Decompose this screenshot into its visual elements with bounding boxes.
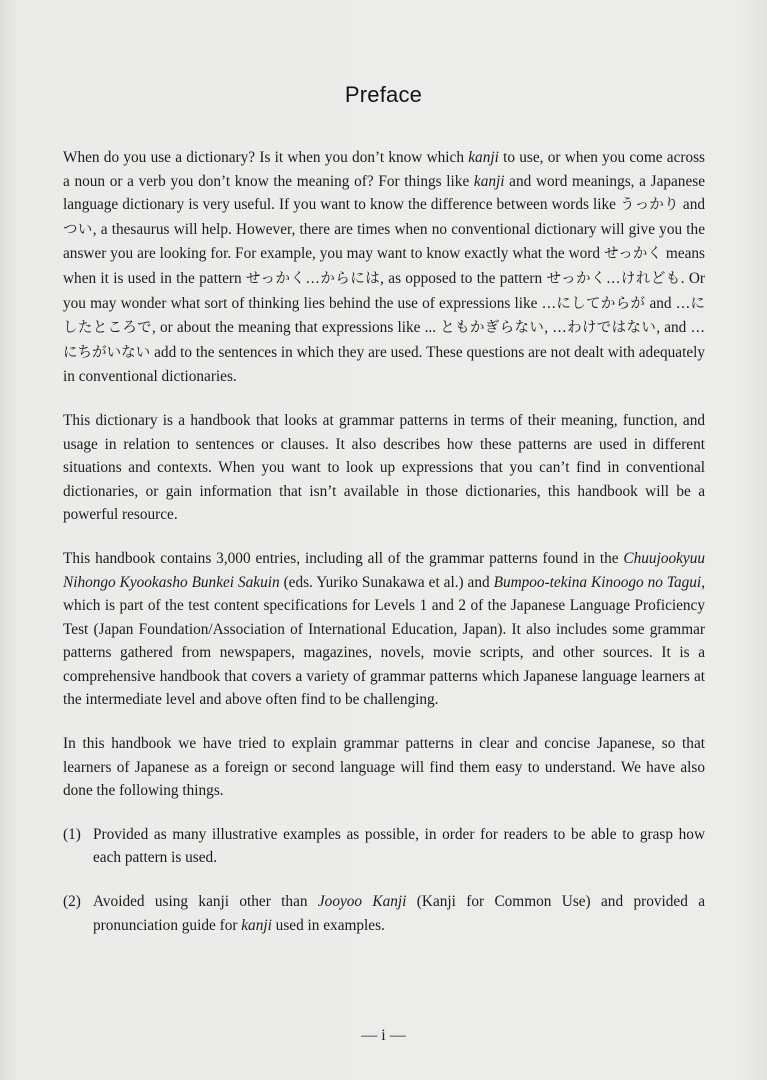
italic-term: kanji [241, 916, 272, 934]
text-run: to use, or when you come across a noun or a verb you don’t know the meaning of? For things like [63, 149, 706, 190]
text-run: add to the sentences in which they are used. These questions are not dealt with adequately in conventional dictionaries. [63, 343, 706, 386]
text-run: , a thesaurus will help. However, there are times when no conventional dictionary will give you the answer you are looking for. For example, you may want to know exactly what the word [63, 220, 705, 263]
text-run: means when it is used in the pattern [63, 245, 706, 287]
text-run: Avoided using kanji other than [93, 893, 318, 911]
japanese-pattern: …にしてからが [541, 295, 646, 312]
japanese-word: つい [63, 221, 93, 238]
list-number: (2) [63, 893, 81, 911]
text-run: and [645, 294, 676, 312]
text-run: , as opposed to the pattern [380, 269, 547, 287]
list-text: Provided as many illustrative examples as possible, in order for readers to be able to grasp how each pattern is used. [93, 825, 705, 867]
text-run: used in examples. [271, 916, 385, 934]
text-run: and [678, 196, 705, 214]
paragraph-3 [63, 547, 705, 712]
japanese-pattern: …わけではない [552, 320, 657, 337]
page-title: Preface [344, 82, 423, 107]
text-run: , which is part of the test content specifications for Levels 1 and 2 of the Japanese Language Proficiency Test (Japan Foundation/Association of International Education, Japan). It also includes some grammar patterns gathered from newspapers, magazines, novels, movie scripts, and other sources. It is a comprehensive handbook that covers a variety of grammar patterns which Japanese language learners at the intermediate level and above often find to be challenging. [63, 573, 706, 709]
text-run: , and [656, 319, 691, 337]
text-run: , or about the meaning that expressions like ... [151, 319, 441, 337]
paragraph-1 [63, 146, 705, 389]
text-run: (eds. Yuriko Sunakawa et al.) and [279, 573, 494, 591]
list-item-2 [63, 890, 705, 937]
japanese-pattern: せっかく…けれども [546, 270, 681, 287]
paragraph-4: In this handbook we have tried to explain grammar patterns in clear and concise Japanese, so that learners of Japanese as a foreign or second language will find them easy to understand. We have also done the following things. [63, 735, 705, 800]
italic-term: Jooyoo Kanji [317, 893, 407, 911]
japanese-pattern: …にしたところで [63, 295, 706, 337]
page-number: — i — [361, 1027, 406, 1044]
list-item-1 [63, 823, 705, 870]
text-run: (Kanji for Common Use) and provided a pronunciation guide for [93, 893, 706, 934]
list-text [93, 890, 705, 937]
japanese-pattern: …にちがいない [63, 320, 705, 361]
paragraph-2: This dictionary is a handbook that looks at grammar patterns in terms of their meaning, function, and usage in relation to sentences or clauses. It also describes how these patterns are used in different situations and contexts. When you want to look up expressions that you can’t find in conventional dictionaries, or gain information that isn’t available in those dictionaries, this handbook will be a powerful resource. [63, 411, 705, 524]
text-run: and word meanings, a Japanese language dictionary is very useful. If you want to know the difference between words like [63, 172, 705, 214]
japanese-pattern: せっかく…からには [245, 270, 381, 287]
text-run: When do you use a dictionary? Is it when you don’t know which [63, 149, 469, 166]
list-number: (1) [63, 825, 81, 843]
text-run: This handbook contains 3,000 entries, including all of the grammar patterns found in the [63, 549, 624, 567]
japanese-pattern: ともかぎらない [440, 320, 545, 337]
text-run: , [544, 319, 553, 337]
italic-term: kanji [468, 149, 499, 166]
preface-body [63, 146, 705, 957]
book-title: Bumpoo-tekina Kinoogo no Tagui [493, 573, 702, 591]
book-title: Chuujookyuu Nihongo Kyookasho Bunkei Sakuin [63, 549, 705, 591]
japanese-word: せっかく [603, 246, 663, 263]
italic-term: kanji [473, 172, 505, 190]
text-run: . Or you may wonder what sort of thinking lies behind the use of expressions like [63, 269, 705, 312]
japanese-word: うっかり [619, 197, 679, 214]
